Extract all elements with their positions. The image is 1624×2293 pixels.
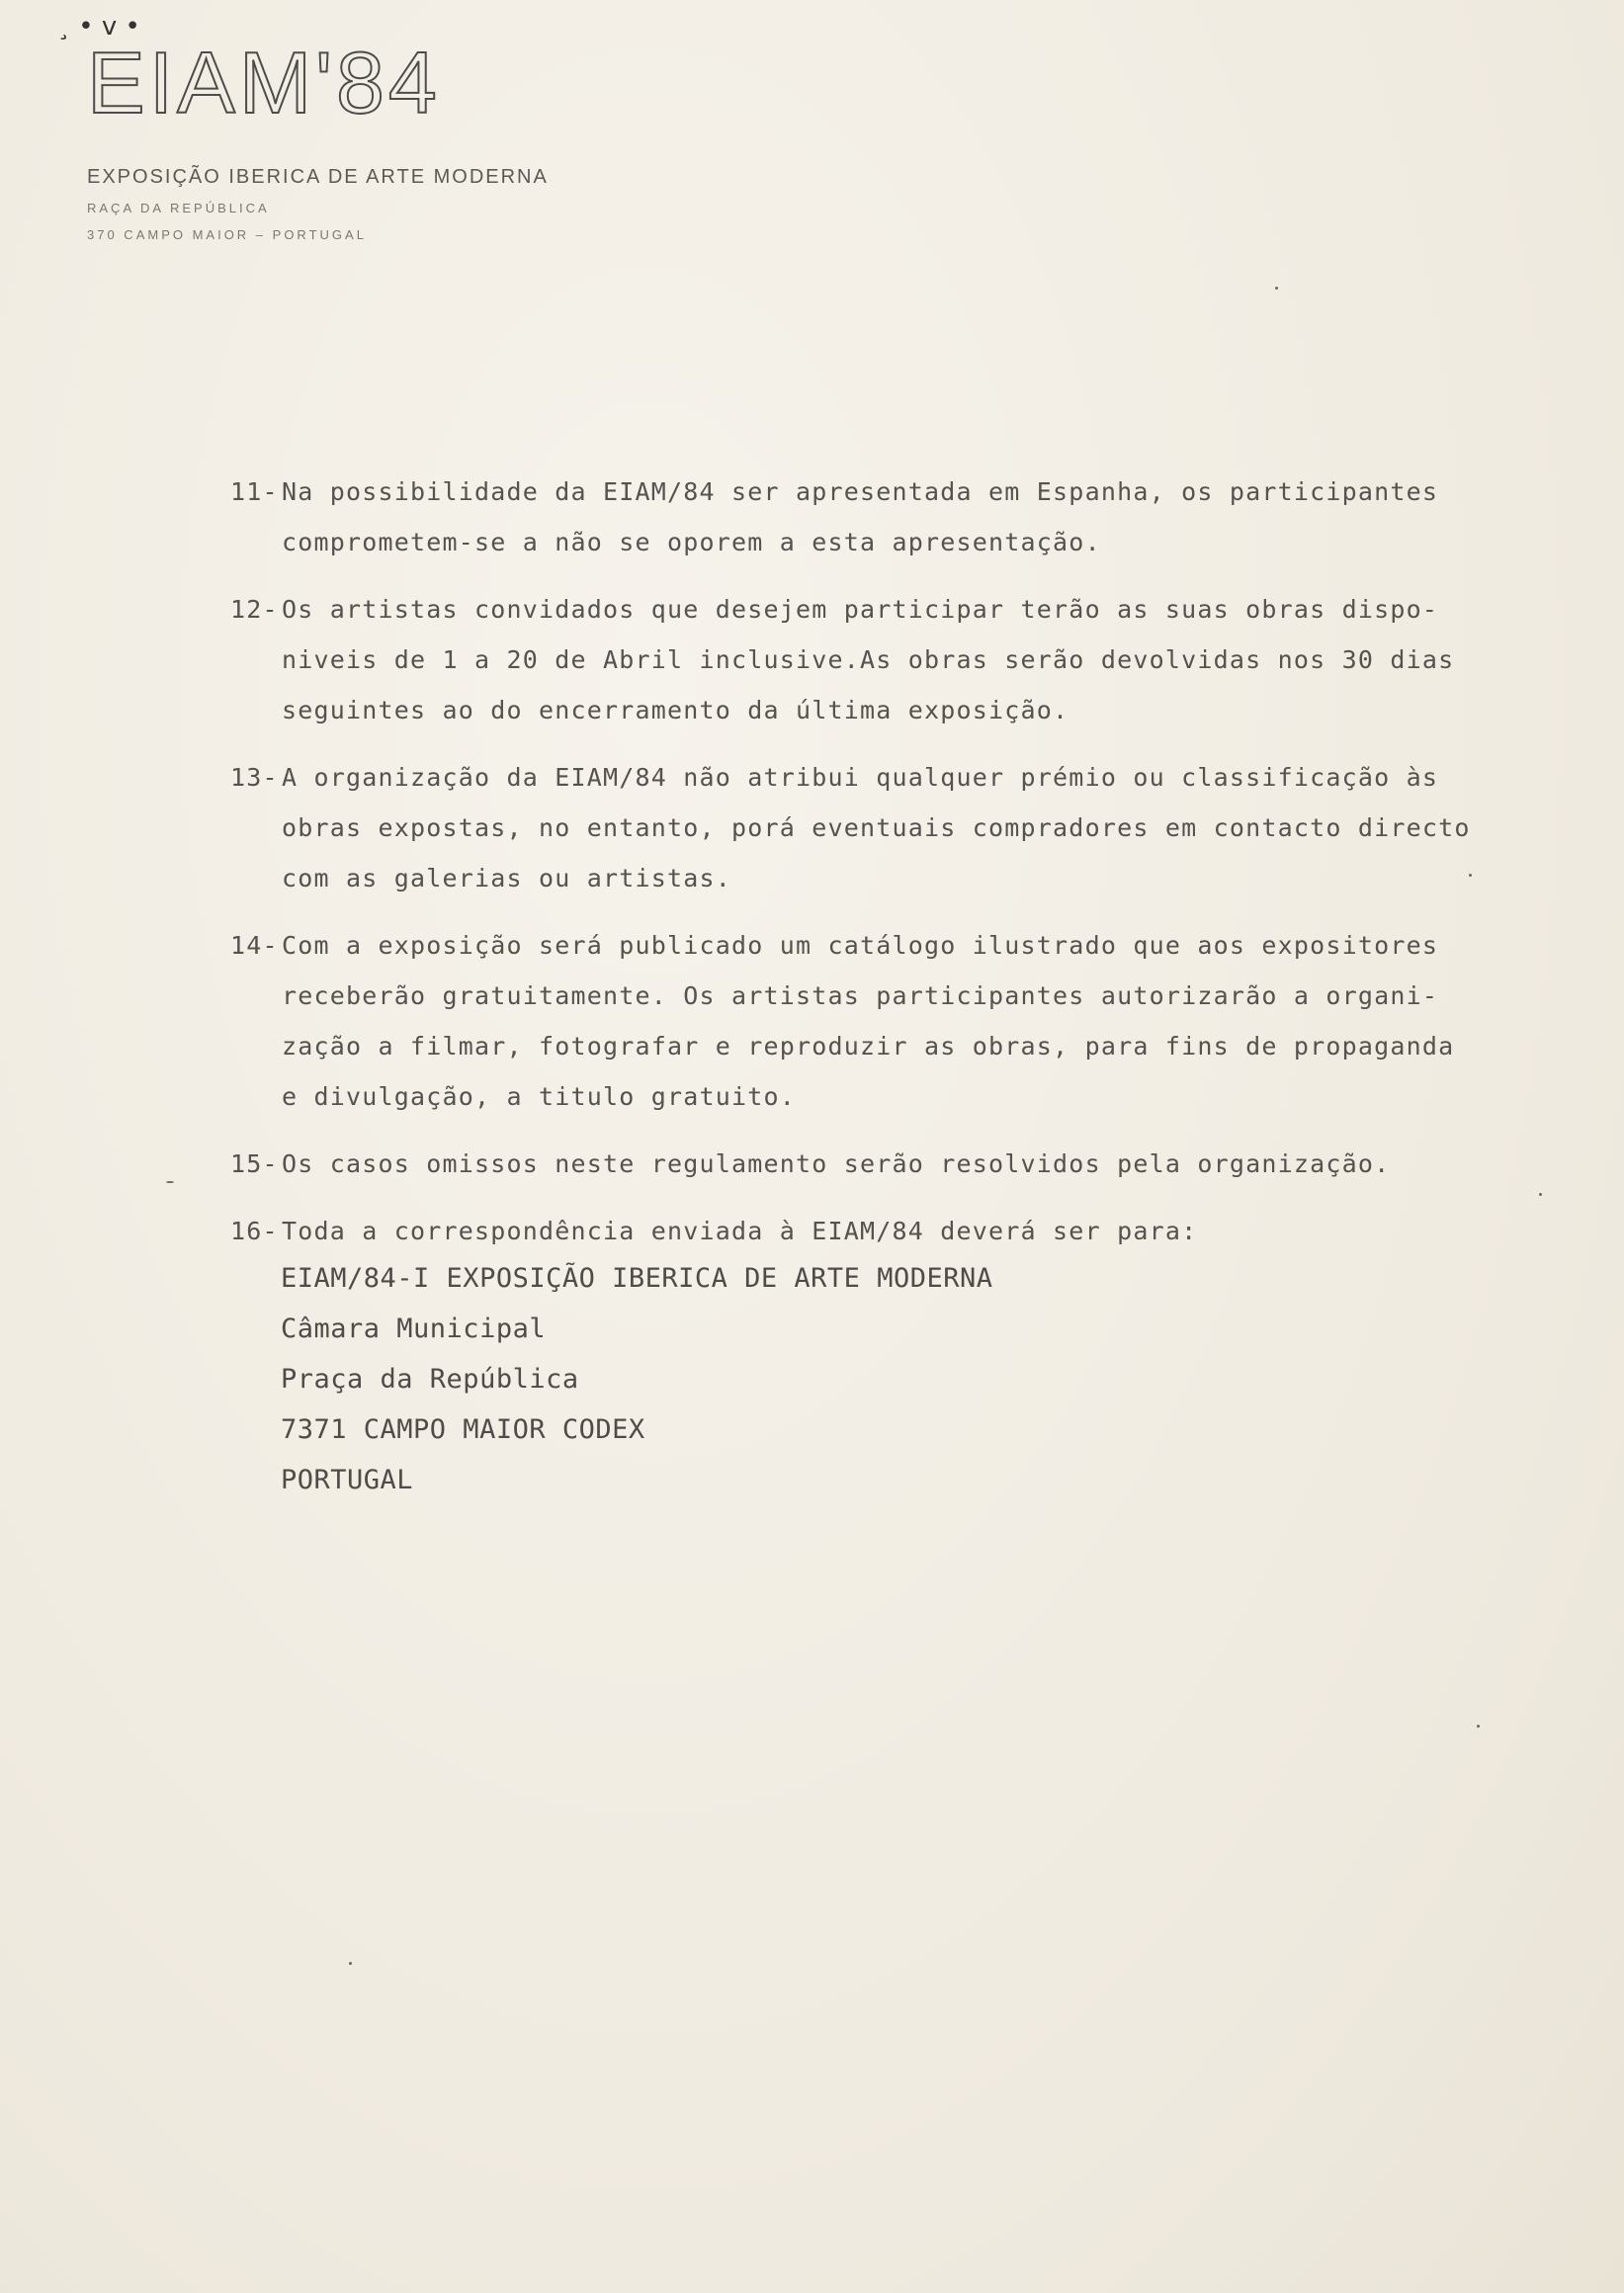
clause-13 [230, 752, 1515, 903]
correspondence-address [281, 1253, 992, 1505]
address-line-municipality: Câmara Municipal [281, 1314, 547, 1344]
clause-line: A organização da EIAM/84 não atribui qualquer prémio ou classificação às [282, 763, 1439, 792]
paper-speck [349, 1962, 352, 1965]
clause-11 [230, 467, 1515, 567]
clause-12 [230, 584, 1515, 735]
clause-line: zação a filmar, fotografar e reproduzir as obras, para fins de propaganda [282, 1032, 1455, 1061]
address-line-postcode: 7371 CAMPO MAIOR CODEX [281, 1414, 645, 1445]
clause-number: 13- [230, 763, 279, 792]
clause-number: 15- [230, 1149, 279, 1178]
organization-name: EXPOSIÇÃO IBERICA DE ARTE MODERNA [87, 166, 549, 188]
clause-line: comprometem-se a não se oporem a esta apresentação. [282, 528, 1101, 556]
clause-line: Toda a correspondência enviada à EIAM/84 deverá ser para: [282, 1217, 1198, 1245]
regulation-clauses [230, 467, 1515, 1273]
address-line-country: PORTUGAL [281, 1465, 414, 1495]
clause-line: niveis de 1 a 20 de Abril inclusive.As obras serão devolvidas nos 30 dias [282, 645, 1455, 674]
clause-line: e divulgação, a titulo gratuito. [282, 1082, 797, 1111]
clause-line: Os casos omissos neste regulamento serão resolvidos pela organização. [282, 1149, 1391, 1178]
letterhead-address-line-1: RAÇA DA REPÚBLICA [87, 201, 270, 215]
letterhead [57, 12, 549, 242]
letterhead-marks: ¸ • ᴠ • [57, 12, 140, 42]
paper-speck [1477, 1725, 1480, 1728]
clause-line: receberão gratuitamente. Os artistas participantes autorizarão a organi- [282, 981, 1439, 1010]
clause-number: 11- [230, 477, 279, 506]
clause-14 [230, 920, 1515, 1122]
clause-line: com as galerias ou artistas. [282, 864, 732, 892]
eiam-logo: EIAM'84 [87, 34, 441, 131]
paper-speck [166, 1181, 174, 1183]
clause-line: obras expostas, no entanto, porá eventuais compradores em contacto directo [282, 813, 1471, 842]
clause-line: Os artistas convidados que desejem participar terão as suas obras dispo- [282, 595, 1439, 624]
paper-speck [1539, 1193, 1542, 1196]
clause-number: 14- [230, 931, 279, 960]
clause-number: 12- [230, 595, 279, 624]
paper-speck [1275, 287, 1278, 290]
paper-speck [1469, 874, 1472, 877]
clause-line: Com a exposição será publicado um catálogo ilustrado que aos expositores [282, 931, 1439, 960]
address-line-street: Praça da República [281, 1364, 579, 1395]
clause-line: Na possibilidade da EIAM/84 ser apresentada em Espanha, os participantes [282, 477, 1439, 506]
clause-16 [230, 1206, 1515, 1256]
clause-number: 16- [230, 1217, 279, 1245]
clause-line: seguintes ao do encerramento da última exposição. [282, 696, 1069, 724]
letterhead-address-line-2: 370 CAMPO MAIOR – PORTUGAL [87, 227, 367, 242]
address-line-organization: EIAM/84-I EXPOSIÇÃO IBERICA DE ARTE MODERNA [281, 1263, 993, 1294]
clause-15 [230, 1139, 1515, 1189]
